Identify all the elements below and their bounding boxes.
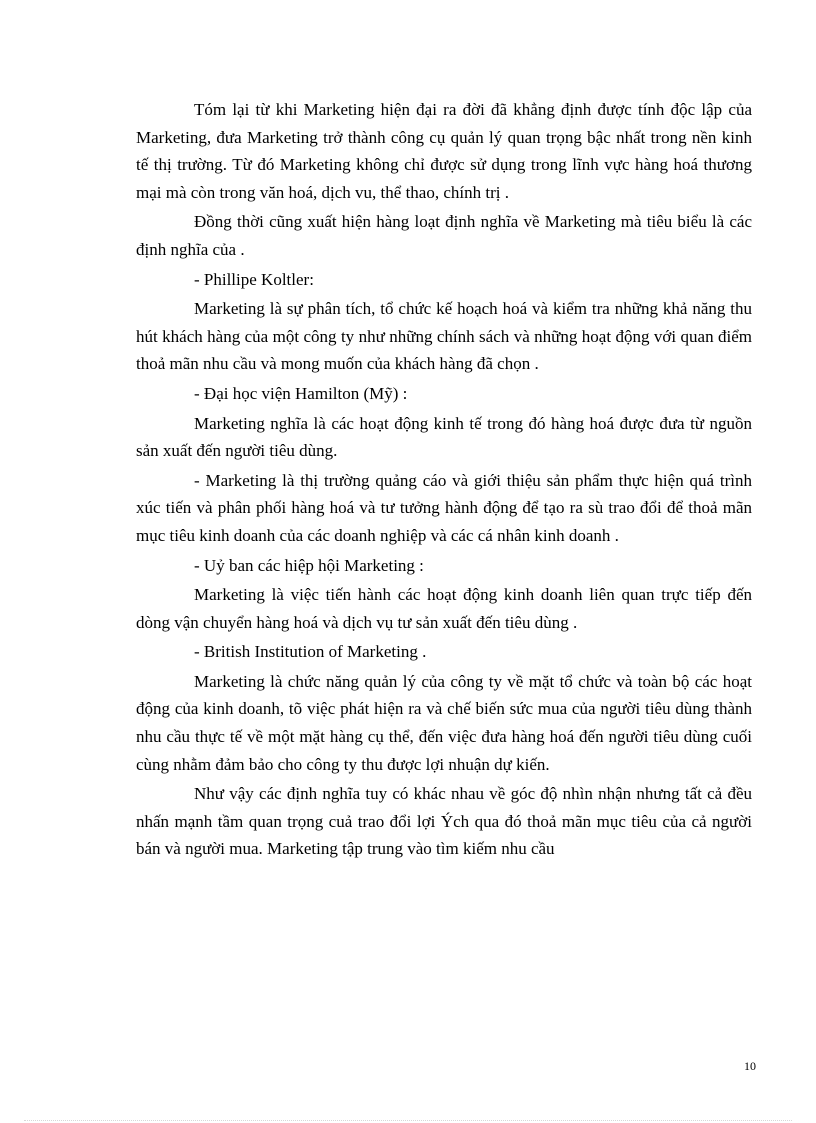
page-bottom-divider bbox=[24, 1120, 792, 1121]
heading-committee: - Uỷ ban các hiệp hội Marketing : bbox=[194, 555, 424, 575]
paragraph-definitions-intro: Đồng thời cũng xuất hiện hàng loạt định nghĩa về Marketing mà tiêu biểu là các định nghĩa của . bbox=[136, 212, 752, 259]
paragraph-conclusion: Như vậy các định nghĩa tuy có khác nhau về góc độ nhìn nhận nhưng tất cả đều nhấn mạnh tầm quan trọng cuả trao đổi lợi Ých qua đó thoả mãn mục tiêu của cả người bán và người mua. Marketing tập trung vào tìm kiếm nhu cầu bbox=[136, 784, 752, 859]
heading-british-institution: - British Institution of Marketing . bbox=[194, 642, 427, 662]
document-body bbox=[136, 96, 752, 865]
paragraph-intro: Tóm lại từ khi Marketing hiện đại ra đời đã khẳng định được tính độc lập của Marketing, đưa Marketing trở thành công cụ quản lý quan trọng bậc nhất trong nền kinh tế thị trường. Từ đó Marketing không chỉ được sử dụng trong lĩnh vực hàng hoá thương mại mà còn trong văn hoá, dịch vu, thể thao, chính trị . bbox=[136, 100, 752, 202]
paragraph-kotler-definition: Marketing là sự phân tích, tổ chức kế hoạch hoá và kiểm tra những khả năng thu hút khách hàng của một công ty như những chính sách và những hoạt động với quan điểm thoả mãn nhu cầu và mong muốn của khách hàng đã chọn . bbox=[136, 299, 752, 374]
heading-hamilton: - Đại học viện Hamilton (Mỹ) : bbox=[194, 383, 408, 403]
paragraph-hamilton-definition: Marketing nghĩa là các hoạt động kinh tế trong đó hàng hoá được đưa từ nguồn sản xuất đến người tiêu dùng. bbox=[136, 413, 752, 461]
heading-kotler: - Phillipe Koltler: bbox=[194, 269, 314, 289]
page-number: 10 bbox=[744, 1059, 756, 1073]
paragraph-market-definition: - Marketing là thị trường quảng cáo và giới thiệu sản phẩm thực hiện quá trình xúc tiến và phân phối hàng hoá và tư tưởng hành động để tạo ra sù trao đổi để thoả mãn mục tiêu kinh doanh của các doanh nghiệp và các cá nhân kinh doanh . bbox=[136, 470, 752, 545]
paragraph-committee-definition: Marketing là việc tiến hành các hoạt động kinh doanh liên quan trực tiếp đến dòng vận chuyển hàng hoá và dịch vụ tư sản xuất đến tiêu dùng . bbox=[136, 585, 752, 632]
paragraph-british-definition: Marketing là chức năng quản lý của công ty về mặt tổ chức và toàn bộ các hoạt động của kinh doanh, tõ việc phát hiện ra và chế biến sức mua của người tiêu dùng thành nhu cầu thực tế về một mặt hàng cụ thể, đến việc đưa hàng hoá đến người tiêu dùng cuối cùng nhằm đảm bảo cho công ty thu được lợi nhuận dự kiến. bbox=[136, 671, 752, 774]
